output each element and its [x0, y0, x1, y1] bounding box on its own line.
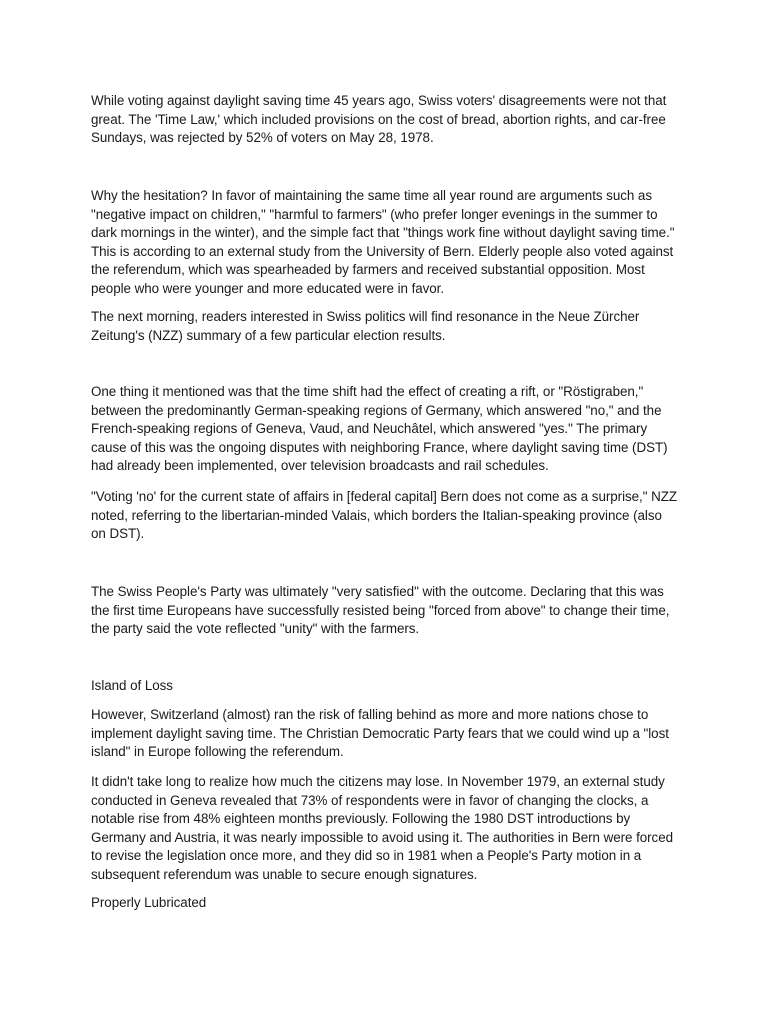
section-heading-island-of-loss: Island of Loss [91, 678, 173, 693]
paragraph-4: One thing it mentioned was that the time shift had the effect of creating a rift, or "Röstigraben," between the predominantly German-speaking regions of Germany, which answered "no," and the French-speaking regions of Geneva, Vaud, and Neuchâtel, which answered "yes." The primary cause of this was the ongoing disputes with neighboring France, where daylight saving time (DST) had already been implemented, over television broadcasts and rail schedules. [91, 384, 668, 474]
paragraph-8: It didn't take long to realize how much the citizens may lose. In November 1979, an external study conducted in Geneva revealed that 73% of respondents were in favor of changing the clocks, a notable rise from 48% eighteen months previously. Following the 1980 DST introductions by Germany and Austria, it was nearly impossible to avoid using it. The authorities in Bern were forced to revise the legislation once more, and they did so in 1981 when a People's Party motion in a subsequent referendum was unable to secure enough signatures. [91, 774, 673, 882]
paragraph-1: While voting against daylight saving time 45 years ago, Swiss voters' disagreements were not that great. The 'Time Law,' which included provisions on the cost of bread, abortion rights, and car-free Sundays, was rejected by 52% of voters on May 28, 1978. [91, 93, 667, 146]
paragraph-2: Why the hesitation? In favor of maintaining the same time all year round are arguments such as "negative impact on children," "harmful to farmers" (who prefer longer evenings in the summer to dark mornings in the winter), and the simple fact that "things work fine without daylight saving time." This is according to an external study from the University of Bern. Elderly people also voted against the referendum, which was spearheaded by farmers and received substantial opposition. Most people who were younger and more educated were in favor. [91, 188, 675, 296]
section-heading-properly-lubricated: Properly Lubricated [91, 895, 207, 910]
paragraph-6: The Swiss People's Party was ultimately "very satisfied" with the outcome. Declaring that this was the first time Europeans have successfully resisted being "forced from above" to change their time, the party said the vote reflected "unity" with the farmers. [91, 584, 670, 637]
paragraph-5: "Voting 'no' for the current state of affairs in [federal capital] Bern does not come as a surprise," NZZ noted, referring to the libertarian-minded Valais, which borders the Italian-speaking province (also on DST). [91, 489, 677, 542]
paragraph-7: However, Switzerland (almost) ran the risk of falling behind as more and more nations chose to implement daylight saving time. The Christian Democratic Party fears that we could wind up a "lost island" in Europe following the referendum. [91, 707, 669, 760]
paragraph-3: The next morning, readers interested in Swiss politics will find resonance in the Neue Zürcher Zeitung's (NZZ) summary of a few particular election results. [91, 309, 640, 343]
